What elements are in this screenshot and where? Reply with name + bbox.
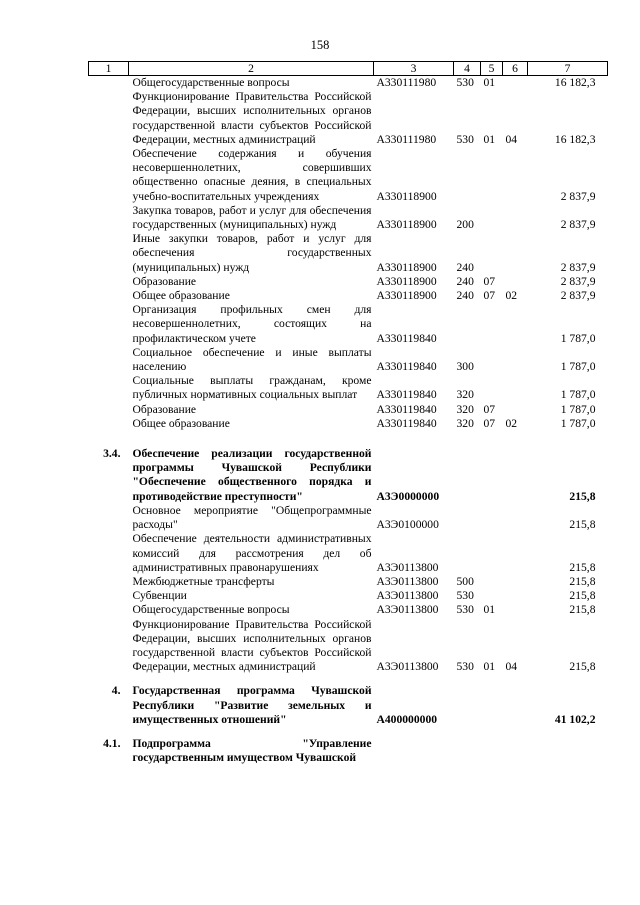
- subsection: [503, 447, 528, 504]
- amount: 2 837,9: [560, 189, 596, 203]
- row-name: Основное мероприятие "Общепрограммные расходы": [132, 503, 372, 532]
- expense-type: 530: [456, 603, 474, 617]
- row-name: Иные закупки товаров, работ и услуг для обеспечения государственных (муниципальных) нужд: [132, 232, 372, 274]
- target-code: А330111980: [376, 132, 437, 146]
- row-name: Социальные выплаты гражданам, кроме публичных нормативных социальных выплат: [132, 374, 372, 402]
- amount: 1 787,0: [560, 388, 596, 402]
- table-row: [89, 737, 608, 765]
- target-code: А3Э0113800: [376, 589, 439, 603]
- target-code: А3Э0000000: [376, 489, 440, 503]
- table-row: [89, 727, 608, 737]
- section: [481, 575, 503, 589]
- amount: 2 837,9: [560, 289, 596, 303]
- section: [481, 303, 503, 346]
- subsection: [503, 147, 528, 204]
- column-header: 7: [528, 62, 608, 76]
- table-row: [89, 147, 608, 204]
- subsection: [503, 504, 528, 532]
- row-name: Обеспечение содержания и обучения несовершеннолетних, совершивших общественно опасные деяния, в специальных учебно-воспитательных учреждениях: [132, 147, 372, 203]
- section: [481, 737, 503, 765]
- target-code: А330118900: [376, 189, 437, 203]
- subsection: [503, 76, 528, 91]
- subsection: 04: [505, 132, 518, 146]
- subsection: 02: [505, 289, 518, 303]
- row-name: Субвенции: [132, 589, 187, 603]
- expense-type: [454, 532, 481, 575]
- row-number: [89, 417, 129, 431]
- target-code: [374, 737, 454, 765]
- section: 01: [483, 132, 496, 146]
- row-number: [89, 374, 129, 402]
- row-number: 4.1.: [103, 736, 121, 750]
- target-code: А3Э0100000: [376, 518, 439, 532]
- section: 01: [483, 76, 496, 89]
- amount: 1 787,0: [560, 402, 596, 416]
- amount: 2 837,9: [560, 218, 596, 232]
- subsection: 04: [505, 660, 518, 674]
- amount: 16 182,3: [554, 132, 596, 146]
- subsection: [503, 589, 528, 603]
- row-name: Организация профильных смен для несовершеннолетних, состоящих на профилактическом учете: [132, 303, 372, 345]
- table-row: [89, 575, 608, 589]
- subsection: 02: [505, 416, 518, 430]
- table-row: [89, 275, 608, 289]
- table-row: [89, 431, 608, 447]
- section: [481, 147, 503, 204]
- table-row: [89, 403, 608, 417]
- row-number: [89, 90, 129, 147]
- subsection: [503, 403, 528, 417]
- column-header: 6: [503, 62, 528, 76]
- table-row: [89, 76, 608, 91]
- row-number: [89, 76, 129, 91]
- target-code: А330118900: [376, 289, 437, 303]
- row-number: [89, 303, 129, 346]
- row-name: Обеспечение деятельности административных комиссий для рассмотрения дел об административных правонарушениях: [132, 532, 372, 574]
- subsection: [503, 684, 528, 727]
- target-code: А400000000: [376, 712, 438, 726]
- column-header: 3: [374, 62, 454, 76]
- expense-type: 500: [456, 574, 474, 588]
- row-spacer: [89, 674, 608, 684]
- target-code: А3Э0113800: [376, 574, 439, 588]
- row-spacer: [89, 431, 608, 447]
- table-row: [89, 532, 608, 575]
- expense-type: [454, 504, 481, 532]
- row-name: Обеспечение реализации государственной программы Чувашской Республики "Обеспечение общественного порядка и противодействие преступности": [132, 447, 372, 503]
- row-number: [89, 589, 129, 603]
- expense-type: 530: [456, 589, 474, 603]
- row-number: 4.: [111, 684, 121, 698]
- row-name: Общегосударственные вопросы: [132, 603, 290, 617]
- subsection: [503, 737, 528, 765]
- amount: 215,8: [569, 589, 596, 603]
- subsection: [503, 204, 528, 232]
- column-header: 5: [481, 62, 503, 76]
- section: [481, 532, 503, 575]
- amount: 41 102,2: [554, 712, 596, 726]
- amount: 2 837,9: [560, 274, 596, 288]
- target-code: А330119840: [376, 402, 437, 416]
- section: 07: [483, 416, 496, 430]
- table-row: [89, 232, 608, 275]
- target-code: А3Э0113800: [376, 560, 439, 574]
- table-body: [89, 76, 608, 766]
- row-name: Общегосударственные вопросы: [132, 76, 290, 89]
- section: 01: [483, 603, 496, 617]
- amount: 215,8: [569, 518, 596, 532]
- section: [481, 374, 503, 402]
- section: [481, 447, 503, 504]
- table-row: [89, 447, 608, 504]
- expense-type: 240: [456, 289, 474, 303]
- row-name: Социальное обеспечение и иные выплаты населению: [132, 345, 372, 374]
- target-code: А330118900: [376, 274, 437, 288]
- row-name: Закупка товаров, работ и услуг для обеспечения государственных (муниципальных) нужд: [132, 203, 372, 232]
- subsection: [503, 532, 528, 575]
- amount: 1 787,0: [560, 416, 596, 430]
- subsection: [503, 232, 528, 275]
- expense-type: 320: [456, 416, 474, 430]
- row-name: Образование: [132, 274, 197, 288]
- section: 07: [483, 289, 496, 303]
- expense-type: 200: [456, 218, 474, 232]
- section: [481, 589, 503, 603]
- row-name: Подпрограмма "Управление государственным имуществом Чувашской: [132, 736, 372, 765]
- target-code: А3Э0113800: [376, 660, 439, 674]
- row-number: [89, 275, 129, 289]
- target-code: А3Э0113800: [376, 603, 439, 617]
- row-name: Образование: [132, 402, 197, 416]
- subsection: [503, 346, 528, 374]
- expense-type: 320: [456, 402, 474, 416]
- row-name: Общее образование: [132, 289, 230, 303]
- subsection: [503, 575, 528, 589]
- expense-type: [454, 447, 481, 504]
- target-code: А330118900: [376, 260, 437, 274]
- amount: 2 837,9: [560, 260, 596, 274]
- amount: 1 787,0: [560, 331, 596, 345]
- target-code: А330119840: [376, 388, 437, 402]
- table-row: [89, 417, 608, 431]
- expense-type: [454, 684, 481, 727]
- amount: 215,8: [569, 574, 596, 588]
- column-header: 4: [454, 62, 481, 76]
- row-number: [89, 532, 129, 575]
- budget-table: [88, 61, 608, 765]
- row-number: [89, 618, 129, 675]
- target-code: А330111980: [376, 76, 437, 89]
- row-name: Государственная программа Чувашской Республики "Развитие земельных и имущественных отношений": [132, 684, 372, 726]
- expense-type: [454, 147, 481, 204]
- subsection: [503, 603, 528, 617]
- table-row: [89, 374, 608, 402]
- section: [481, 204, 503, 232]
- table-row: [89, 289, 608, 303]
- expense-type: 530: [456, 660, 474, 674]
- section: 07: [483, 274, 496, 288]
- amount: 1 787,0: [560, 360, 596, 374]
- section: [481, 504, 503, 532]
- column-header: 1: [89, 62, 129, 76]
- row-spacer: [89, 727, 608, 737]
- expense-type: 320: [456, 388, 474, 402]
- expense-type: 300: [456, 360, 474, 374]
- subsection: [503, 303, 528, 346]
- section: [481, 232, 503, 275]
- row-number: [89, 232, 129, 275]
- column-header-row: [89, 62, 608, 76]
- row-number: [89, 575, 129, 589]
- target-code: А330118900: [376, 218, 437, 232]
- row-number: [89, 147, 129, 204]
- target-code: А330119840: [376, 360, 437, 374]
- table-row: [89, 204, 608, 232]
- table-row: [89, 618, 608, 675]
- expense-type: [454, 737, 481, 765]
- row-number: [89, 603, 129, 617]
- expense-type: 240: [456, 274, 474, 288]
- row-number: [89, 403, 129, 417]
- table-row: [89, 303, 608, 346]
- amount: 215,8: [569, 489, 596, 503]
- expense-type: [454, 303, 481, 346]
- row-number: [89, 204, 129, 232]
- row-number: [89, 289, 129, 303]
- row-name: Общее образование: [132, 416, 230, 430]
- row-name: Межбюджетные трансферты: [132, 574, 275, 588]
- expense-type: 530: [456, 132, 474, 146]
- section: 07: [483, 402, 496, 416]
- column-header: 2: [129, 62, 374, 76]
- amount: 215,8: [569, 560, 596, 574]
- section: 01: [483, 660, 496, 674]
- row-number: [89, 504, 129, 532]
- row-name: Функционирование Правительства Российской Федерации, высших исполнительных органов государственной власти субъектов Российской Федерации, местных администраций: [132, 617, 372, 674]
- target-code: А330119840: [376, 331, 437, 345]
- amount: 215,8: [569, 603, 596, 617]
- expense-type: 240: [456, 260, 474, 274]
- subsection: [503, 275, 528, 289]
- section: [481, 346, 503, 374]
- table-row: [89, 90, 608, 147]
- page-number: 158: [310, 38, 330, 52]
- row-name: Функционирование Правительства Российской Федерации, высших исполнительных органов государственной власти субъектов Российской Федерации, местных администраций: [132, 90, 372, 146]
- row-number: 3.4.: [103, 447, 121, 461]
- target-code: А330119840: [376, 416, 437, 430]
- table-row: [89, 674, 608, 684]
- amount: 16 182,3: [554, 76, 596, 89]
- amount: 215,8: [569, 660, 596, 674]
- amount: [528, 737, 608, 765]
- expense-type: 530: [456, 76, 474, 89]
- table-row: [89, 589, 608, 603]
- table-row: [89, 346, 608, 374]
- table-row: [89, 504, 608, 532]
- table-row: [89, 684, 608, 727]
- row-number: [89, 346, 129, 374]
- subsection: [503, 374, 528, 402]
- section: [481, 684, 503, 727]
- table-row: [89, 603, 608, 617]
